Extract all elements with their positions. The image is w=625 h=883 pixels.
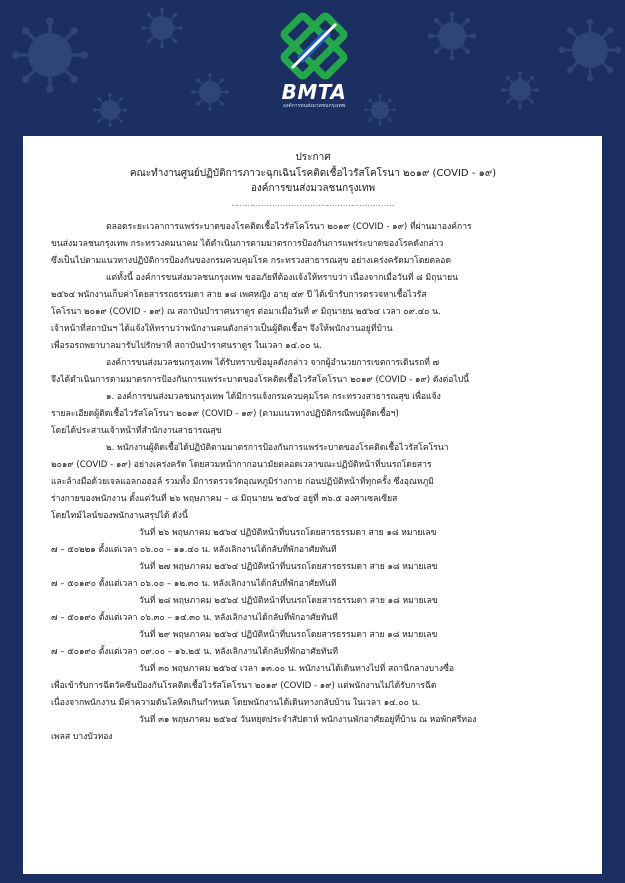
announcement-title (51, 150, 575, 197)
body-line: ๑. องค์การขนส่งมวลชนกรุงเทพ ได้มีการแจ้งกรมควบคุมโรค กระทรวงสาธารณสุข เพื่อแจ้ง (106, 391, 441, 402)
body-line: ตลอดระยะเวลาการแพร่ระบาดของโรคติดเชื้อไวรัสโคโรนา ๒๐๑๙ (COVID - ๑๙) ที่ผ่านมาองค์การ (106, 221, 472, 232)
body-line: วันที่ ๓๑ พฤษภาคม ๒๕๖๔ วันหยุดประจำสัปดาห์ พนักงานพักอาศัยอยู่ที่บ้าน ณ หอพักศรีทอง (139, 714, 477, 725)
title-line-3: องค์การขนส่งมวลชนกรุงเทพ (250, 183, 376, 194)
body-line: เพื่อเข้ารับการฉีดวัคซีนป้องกันโรคติดเชื้อไวรัสโคโรนา ๒๐๑๙ (COVID - ๑๙) แต่พนักงานไม่ได้รับการฉีด (51, 680, 437, 691)
bmta-logo-subtitle: องค์การขนส่งมวลชนกรุงเทพ (282, 103, 346, 109)
body-line: ๗ – ๕๐๒๒๑ ตั้งแต่เวลา ๐๖.๐๐ – ๑๑.๔๐ น. หลังเลิกงานได้กลับที่พักอาศัยทันที (51, 544, 337, 555)
body-line: วันที่ ๓๐ พฤษภาคม ๒๕๖๔ เวลา ๑๓.๐๐ น. พนักงานได้เดินทางไปที่ สถานีกลางบางซื่อ (139, 663, 455, 674)
body-line: วันที่ ๒๙ พฤษภาคม ๒๕๖๔ ปฏิบัติหน้าที่บนรถโดยสารธรรมดา สาย ๑๘ หมายเลข (139, 629, 438, 640)
body-line: ๗ – ๕๐๑๙๐ ตั้งแต่เวลา ๐๙.๐๐ – ๑๖.๒๕ น. หลังเลิกงานได้กลับที่พักอาศัยทันที (51, 646, 339, 657)
bmta-logo-name: BMTA (281, 80, 347, 104)
body-line: ซึ่งเป็นไปตามแนวทางปฏิบัติการป้องกันของกรมควบคุมโรค กระทรวงสาธารณสุข อย่างเคร่งครัดมาโดยตลอด (51, 255, 452, 266)
header-banner (0, 0, 625, 112)
body-line: แต่ทั้งนี้ องค์การขนส่งมวลชนกรุงเทพ ขออภัยที่ต้องแจ้งให้ทราบว่า เนื่องจากเมื่อวันที่ ๘ มิถุนายน (106, 272, 459, 283)
body-line: และล้างมือด้วยเจลแอลกอฮอล์ รวมทั้ง มีการตรวจวัดอุณหภูมิร่างกาย ก่อนปฏิบัติหน้าที่ทุกครั้ง ซึ่งอุณหภูมิ (51, 476, 434, 487)
body-line: ร่างกายของพนักงาน ตั้งแต่วันที่ ๒๖ พฤษภาคม – ๘ มิถุนายน ๒๕๖๔ อยู่ที่ ๓๖.๕ องศาเซลเซียส (51, 493, 398, 504)
title-line-2: คณะทำงานศูนย์ปฏิบัติการภาวะฉุกเฉินโรคติดเชื้อไวรัสโคโรนา ๒๐๑๙ (COVID - ๑๙) (129, 167, 497, 179)
announcement-document (23, 136, 602, 874)
announcement-body (51, 219, 575, 746)
body-line: โดยไทม์ไลน์ของพนักงานสรุปได้ ดังนี้ (51, 510, 188, 521)
body-line: เพื่อรอรถพยาบาลมารับไปรักษาที่ สถาบันบำราศนราดูร ในเวลา ๑๔.๐๐ น. (51, 340, 322, 351)
body-line: วันที่ ๒๗ พฤษภาคม ๒๕๖๔ ปฏิบัติหน้าที่บนรถโดยสารธรรมดา สาย ๑๘ หมายเลข (139, 561, 438, 572)
title-line-1: ประกาศ (295, 152, 331, 163)
body-line: ๒. พนักงานผู้ติดเชื้อได้ปฏิบัติตามมาตรการป้องกันการแพร่ระบาดของโรคติดเชื้อไวรัสโคโรนา (106, 442, 449, 453)
body-line: โคโรนา ๒๐๑๙ (COVID - ๑๙) ณ สถาบันบำราศนราดูร ต่อมาเมื่อวันที่ ๙ มิถุนายน ๒๕๖๔ เวลา ๐๙.๔๐ น. (51, 306, 441, 317)
body-line: องค์การขนส่งมวลชนกรุงเทพ ได้รับทราบข้อมูลดังกล่าว จากผู้อำนวยการเขตการเดินรถที่ ๗ (106, 357, 440, 368)
body-line: เจ้าหน้าที่สถาบันฯ ได้แจ้งให้ทราบว่าพนักงานคนดังกล่าวเป็นผู้ติดเชื้อฯ จึงให้พนักงานอยู่ที่บ้าน (51, 323, 393, 334)
body-line: ๗ – ๕๐๑๙๐ ตั้งแต่เวลา ๐๖.๓๐ – ๑๔.๓๐ น. หลังเลิกงานได้กลับที่พักอาศัยทันที (51, 612, 338, 623)
body-line: ๗ – ๕๐๑๙๐ ตั้งแต่เวลา ๐๖.๐๐ – ๑๒.๓๐ น. หลังเลิกงานได้กลับที่พักอาศัยทันที (51, 578, 337, 589)
body-line: จึงได้ดำเนินการตามมาตรการป้องกันการแพร่ระบาดของโรคติดเชื้อไวรัสโคโรนา ๒๐๑๙ (COVID - ๑๙) ดังต่อไปนี้ (51, 374, 470, 385)
body-line: ๒๐๑๙ (COVID - ๑๙) อย่างเคร่งครัด โดยสวมหน้ากากอนามัยตลอดเวลาขณะปฏิบัติหน้าที่บนรถโดยสาร (51, 459, 432, 470)
body-line: ขนส่งมวลชนกรุงเทพ กระทรวงคมนาคม ได้ดำเนินการตามมาตรการป้องกันการแพร่ระบาดของโรคดังกล่าว (51, 238, 444, 249)
body-line: เพลส บางบัวทอง (51, 731, 113, 742)
body-line: เนื่องจากพนักงาน มีค่าความดันโลหิตเกินกำหนด โดยพนักงานได้เดินทางกลับบ้าน ในเวลา ๑๔.๐๐ น. (51, 697, 421, 708)
title-separator: ............................................................ (231, 199, 395, 208)
body-line: โดยได้ประสานเจ้าหน้าที่สำนักงานสาธารณสุข (51, 425, 222, 436)
body-line: วันที่ ๒๘ พฤษภาคม ๒๕๖๔ ปฏิบัติหน้าที่บนรถโดยสารธรรมดา สาย ๑๘ หมายเลข (139, 595, 438, 606)
body-line: วันที่ ๒๖ พฤษภาคม ๒๕๖๔ ปฏิบัติหน้าที่บนรถโดยสารธรรมดา สาย ๑๘ หมายเลข (139, 527, 437, 538)
body-line: ๒๕๖๔ พนักงานเก็บค่าโดยสารรถธรรมดา สาย ๑๘ เพศหญิง อายุ ๔๙ ปี ได้เข้ารับการตรวจหาเชื้อไวรัส (51, 289, 427, 300)
body-line: รายละเอียดผู้ติดเชื้อไวรัสโคโรนา ๒๐๑๙ (COVID - ๑๙) (ตามแนวทางปฏิบัติกรณีพบผู้ติดเชื้อฯ) (51, 408, 399, 419)
